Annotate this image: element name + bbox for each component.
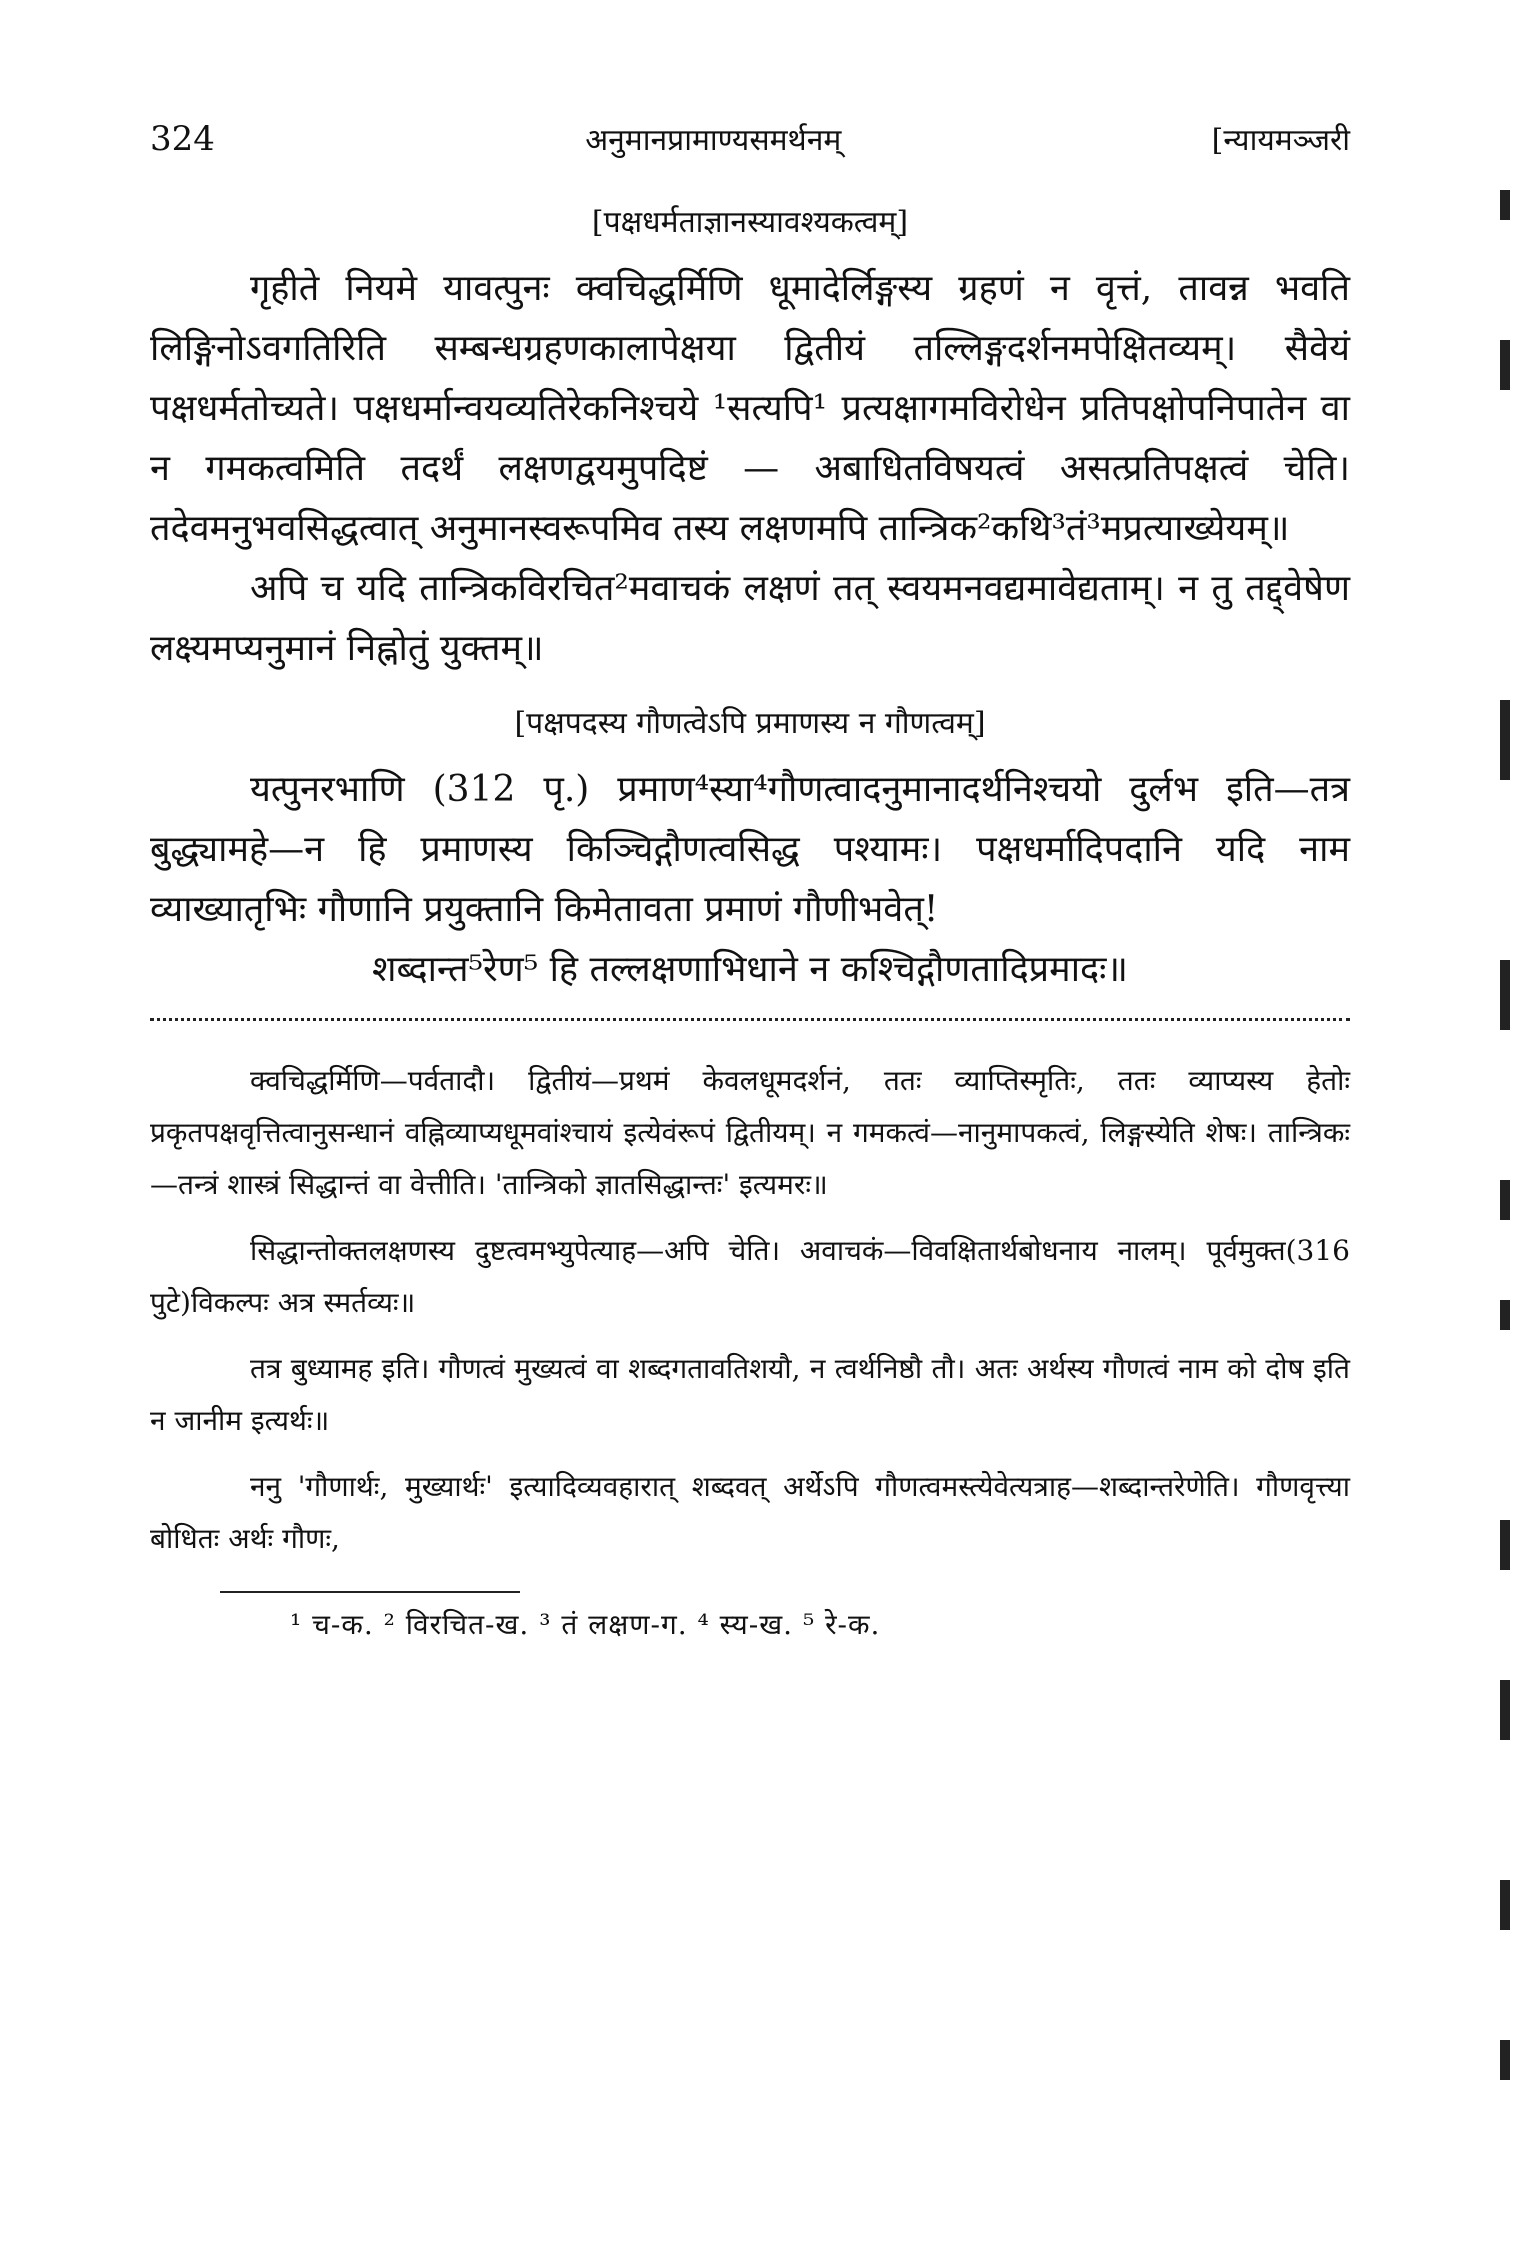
- paragraph: गृहीते नियमे यावत्पुनः क्वचिद्धर्मिणि धूमादेर्लिङ्गस्य ग्रहणं न वृत्तं, तावन्न भवति लिङ्गिनोऽवगतिरिति सम्बन्धग्रहणकालापेक्षया द्वितीयं तल्लिङ्गदर्शनमपेक्षितव्यम्। सैवेयं पक्षधर्मतोच्यते। पक्षधर्मान्वयव्यतिरेकनिश्चये ¹सत्यपि¹ प्रत्यक्षागमविरोधेन प्रतिपक्षोपनिपातेन वा न गमकत्वमिति तदर्थं लक्षणद्वयमुपदिष्टं — अबाधितविषयत्वं असत्प्रतिपक्षत्वं चेति। तदेवमनुभवसिद्धत्वात् अनुमानस्वरूपमिव तस्य लक्षणमपि तान्त्रिक²कथि³तं³मप्रत्याख्येयम्॥: [150, 268, 1350, 549]
- running-title: अनुमानप्रामाण्यसमर्थनम्: [585, 123, 842, 158]
- footnotes: ¹ च-क. ² विरचित-ख. ³ तं लक्षण-ग. ⁴ स्य-ख. ⁵ रे-क.: [290, 1608, 881, 1641]
- book-title: [न्यायमञ्जरी: [1211, 123, 1350, 158]
- book-page: [150, 118, 1350, 1643]
- section-heading: [पक्षपदस्य गौणत्वेऽपि प्रमाणस्य न गौणत्वम्]: [514, 706, 986, 741]
- page-number: 324: [150, 119, 215, 159]
- commentary-paragraph: ननु 'गौणार्थः, मुख्यार्थः' इत्यादिव्यवहारात् शब्दवत् अर्थेऽपि गौणत्वमस्त्येवेत्यत्राह—शब्दान्तरेणेति। गौणवृत्त्या बोधितः अर्थः गौणः,: [150, 1470, 1350, 1555]
- section-divider: [150, 1018, 1350, 1021]
- commentary-paragraph: सिद्धान्तोक्तलक्षणस्य दुष्टत्वमभ्युपेत्याह—अपि चेति। अवाचकं—विवक्षितार्थबोधनाय नालम्। पूर्वमुक्त(316 पुटे)विकल्पः अत्र स्मर्तव्यः॥: [150, 1234, 1350, 1319]
- paragraph: यत्पुनरभाणि (312 पृ.) प्रमाण⁴स्या⁴गौणत्वादनुमानादर्थनिश्चयो दुर्लभ इति—तत्र बुद्ध्यामहे—न हि प्रमाणस्य किञ्चिद्गौणत्वसिद्ध पश्यामः। पक्षधर्मादिपदानि यदि नाम व्याख्यातृभिः गौणानि प्रयुक्तानि किमेतावता प्रमाणं गौणीभवेत्!: [150, 769, 1350, 930]
- footnote-rule: [220, 1591, 520, 1593]
- main-text: [150, 200, 1350, 1000]
- running-head: [150, 118, 1350, 178]
- commentary: [150, 1055, 1350, 1565]
- paragraph: अपि च यदि तान्त्रिकविरचित²मवाचकं लक्षणं तत् स्वयमनवद्यमावेद्यताम्। न तु तद्द्वेषेण लक्ष्यमप्यनुमानं निह्नोतुं युक्तम्॥: [150, 568, 1350, 669]
- verse-line: शब्दान्त⁵रेण⁵ हि तल्लक्षणाभिधाने न कश्चिद्गौणतादिप्रमादः॥: [372, 949, 1128, 990]
- section-heading: [पक्षधर्मताज्ञानस्यावश्यकत्वम्]: [591, 205, 909, 240]
- commentary-paragraph: क्वचिद्धर्मिणि—पर्वतादौ। द्वितीयं—प्रथमं केवलधूमदर्शनं, ततः व्याप्तिस्मृतिः, ततः व्याप्यस्य हेतोः प्रकृतपक्षवृत्तित्वानुसन्धानं वह्निव्याप्यधूमवांश्चायं इत्येवंरूपं द्वितीयम्। न गमकत्वं—नानुमापकत्वं, लिङ्गस्येति शेषः। तान्त्रिकः—तन्त्रं शास्त्रं सिद्धान्तं वा वेत्तीति। 'तान्त्रिको ज्ञातसिद्धान्तः' इत्यमरः॥: [150, 1064, 1350, 1201]
- commentary-paragraph: तत्र बुध्यामह इति। गौणत्वं मुख्यत्वं वा शब्दगतावतिशयौ, न त्वर्थनिष्ठौ तौ। अतः अर्थस्य गौणत्वं नाम को दोष इति न जानीम इत्यर्थः॥: [150, 1352, 1350, 1437]
